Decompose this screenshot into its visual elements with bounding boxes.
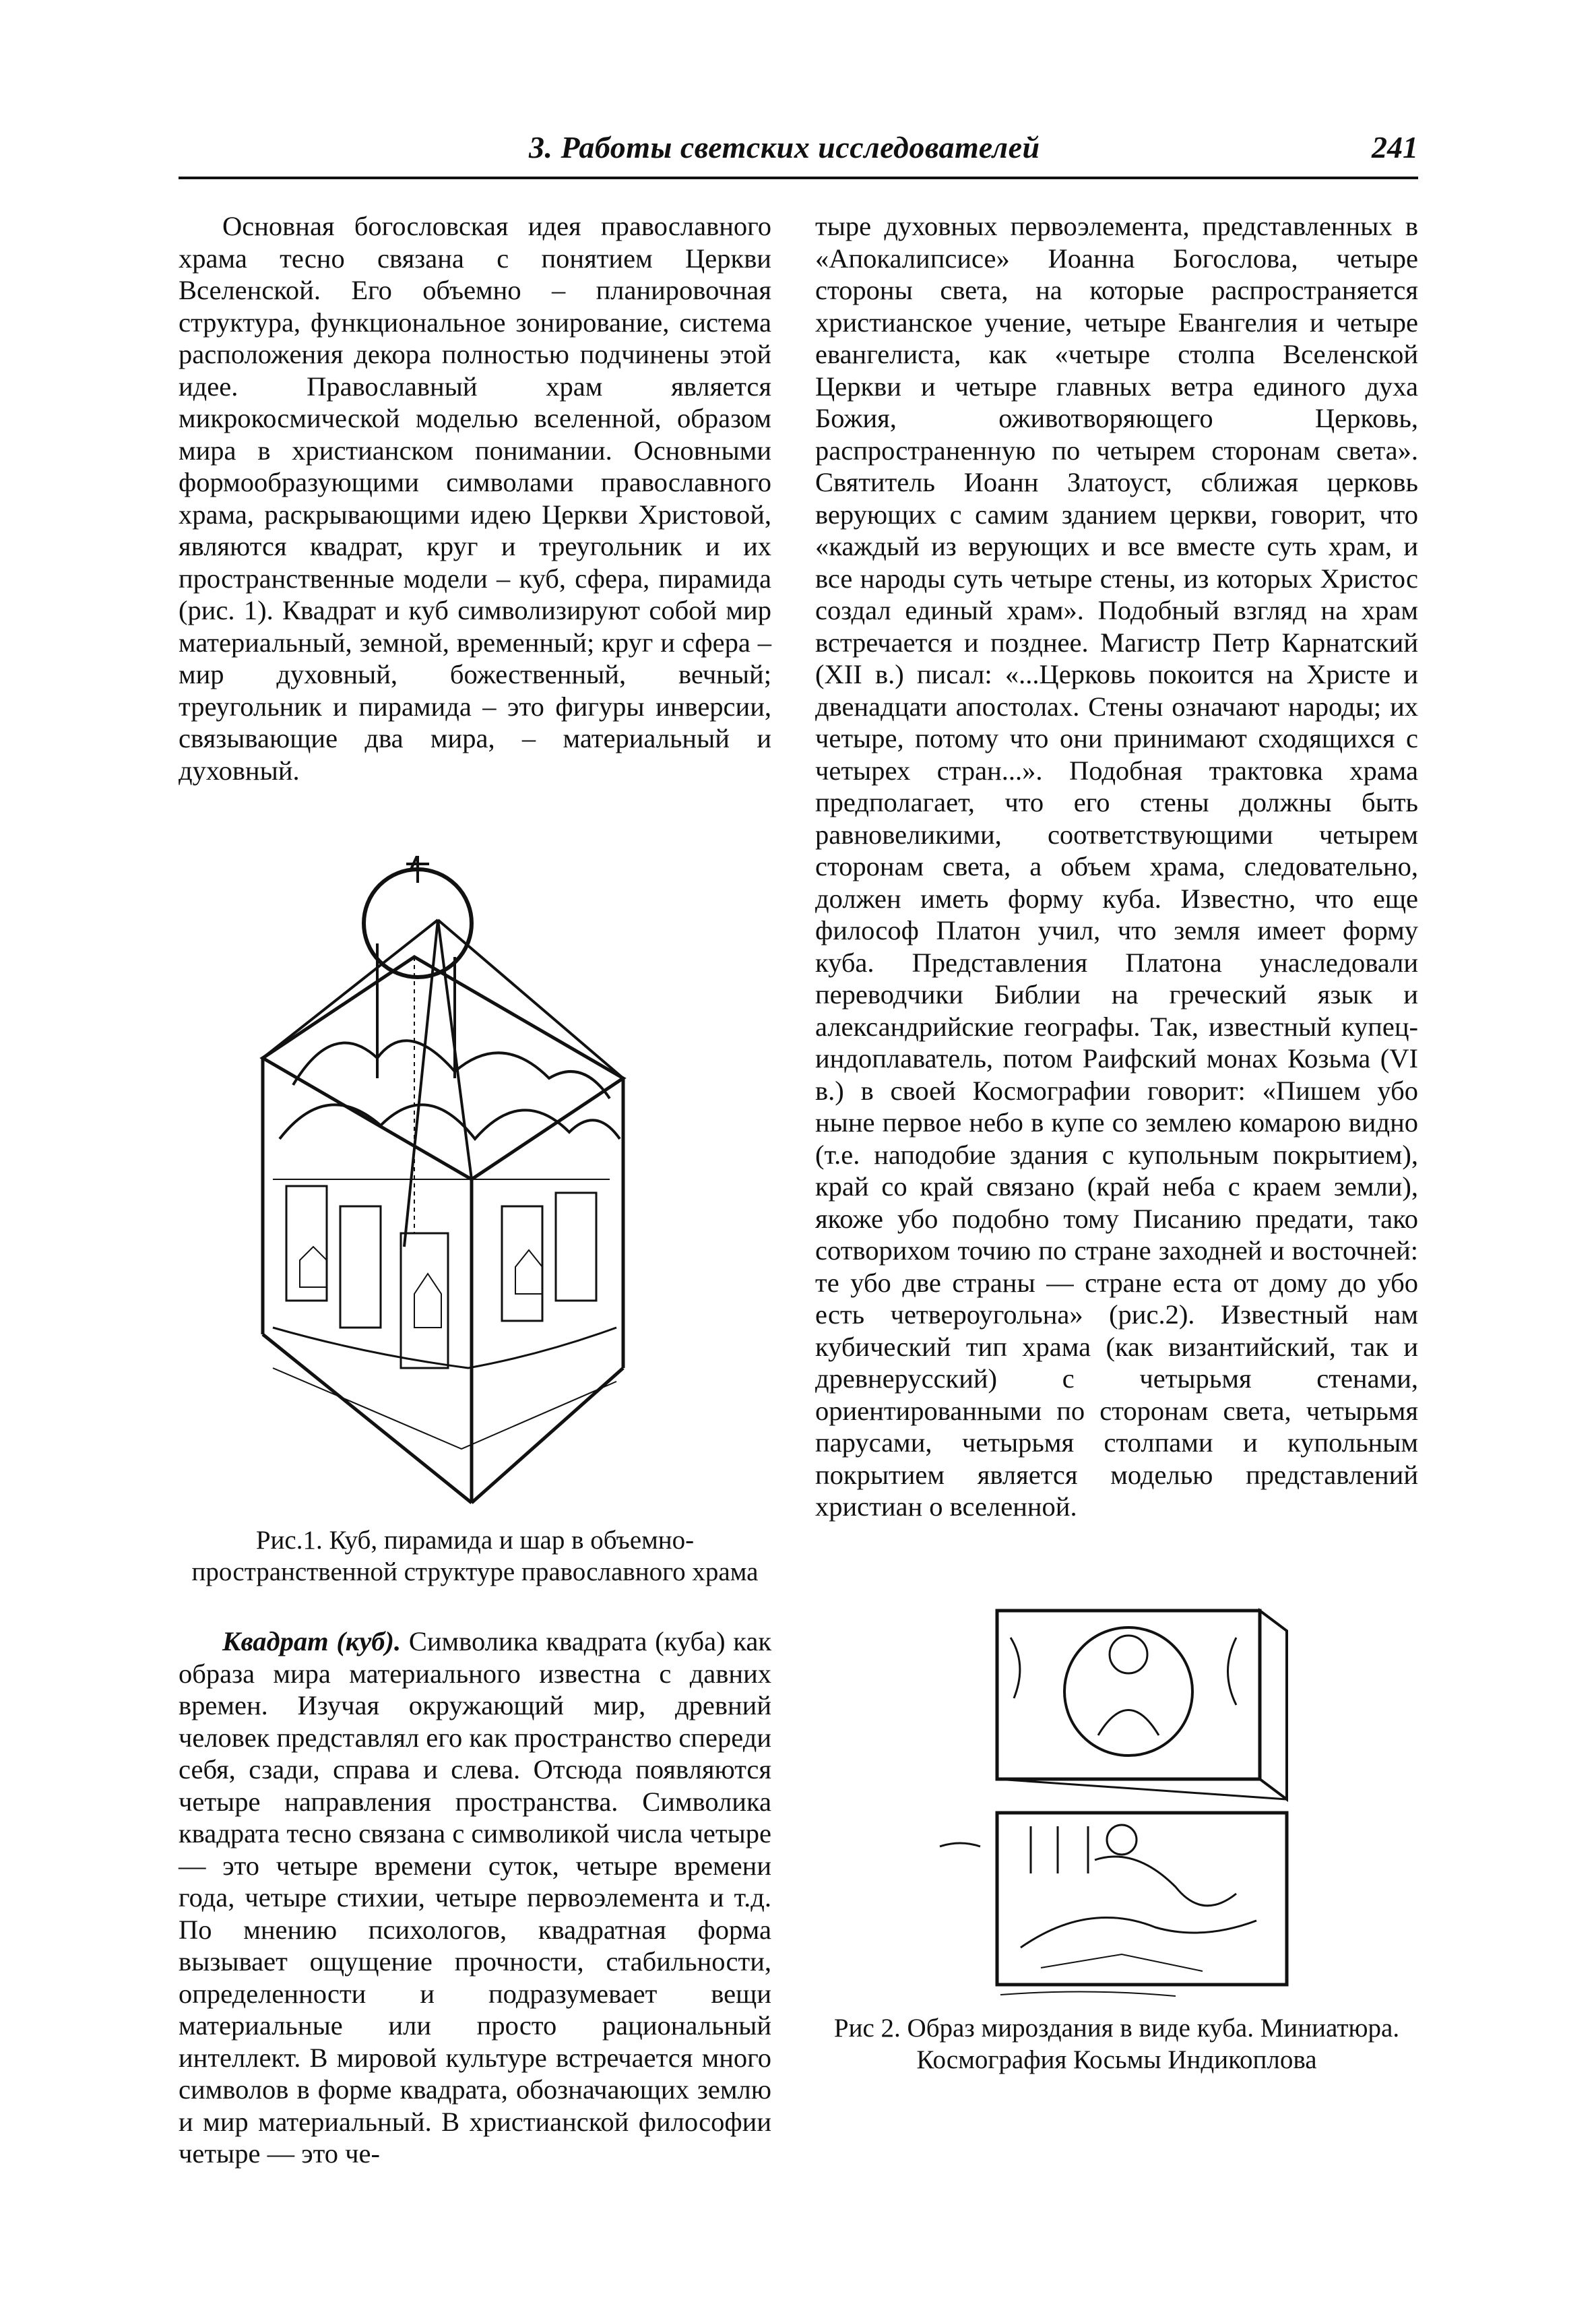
- running-header: [179, 128, 1418, 179]
- left-column-bottom: [179, 1625, 771, 2170]
- figure-1-caption: Рис.1. Куб, пирамида и шар в объемно-пространственной структуре православного храма: [191, 1526, 759, 1586]
- page-number: 241: [1372, 130, 1418, 164]
- figure-2-miniature-icon: [920, 1604, 1310, 2001]
- left-column-top: [179, 210, 771, 786]
- running-title: 3. Работы светских исследователей: [529, 130, 1040, 164]
- right-paragraph: тыре духовных первоэлемента, представленных в «Апокалипсисе» Иоанна Богослова, четыре стороны света, на которые распространяется христианское учение, четыре Евангелия и четыре евангелиста, как «четыре столпа Вселенской Церкви и четыре главных ветра единого духа Божия, оживотворяющего Церковь, распространенную по четырем сторонам света». Святитель Иоанн Златоуст, сближая церковь верующих с самим зданием церкви, говорит, что «каждый из верующих и все вместе суть храм, и все народы суть четыре стены, из которых Христос создал единый храм». Подобный взгляд на храм встречается и позднее. Магистр Петр Карнатский (XII в.) писал: «...Церковь покоится на Христе и двенадцати апостолах. Стены означают народы; их четыре, потому что они принимают сходящихся с четырех стран...». Подобная трактовка храма предполагает, что его стены должны быть равновеликими, соответствующими четырем сторонам света, а объем храма, следовательно, должен иметь форму куба. Известно, что еще философ Платон учил, что земля имеет форму куба. Представления Платона унаследовали переводчики Библии на греческий язык и александрийские географы. Так, известный купец-индоплаватель, потом Раифский монах Козьма (VI в.) в своей Космографии говорит: «Пишем убо ныне первое небо в купе со землею комарою видно (т.е. наподобие здания с купольным покрытием), край со край связано (край неба с краем земли), якоже убо подобно тому Писанию предати, тако сотворихом точию по стране заходней и восточней: те убо две страны — стране еста от дому до убо есть четвероугольна» (рис.2). Известный нам кубический тип храма (как византийский, так и древнерусский) с четырьмя стенами, ориентированными по сторонам света, четырьмя парусами, четырьмя столпами и купольным покрытием является моделью представлений христиан о вселенной.: [815, 211, 1418, 1522]
- right-column: [815, 210, 1418, 1523]
- figure-2-caption: Рис 2. Образ мироздания в виде куба. Миниатюра. Космография Косьмы Индикоплова: [833, 2014, 1400, 2074]
- cube-paragraph: [179, 1625, 771, 2170]
- figure-1-church-icon: [232, 856, 724, 1516]
- section-term: Квадрат (куб).: [222, 1626, 402, 1656]
- intro-paragraph: Основная богословская идея православного храма тесно связана с понятием Церкви Вселенской. Его объемно – планировочная структура, функциональное зонирование, система расположения декора полностью подчинены этой идее. Православный храм является микрокосмической моделью вселенной, образом мира в христианском понимании. Основными формообразующими символами православного храма, раскрывающими идею Церкви Христовой, являются квадрат, круг и треугольник и их пространственные модели – куб, сфера, пирамида (рис. 1). Квадрат и куб символизируют собой мир материальный, земной, временный; круг и сфера – мир духовный, божественный, вечный; треугольник и пирамида – это фигуры инверсии, связывающие два мира, – материальный и духовный.: [179, 211, 771, 786]
- cube-paragraph-text: Символика квадрата (куба) как образа мира материального известна с давних времен. Изучая окружающий мир, древний человек представлял его как пространство спереди себя, сзади, справа и слева. Отсюда появляются четыре направления пространства. Символика квадрата тесно связана с символикой числа четыре — это четыре времени суток, четыре времени года, четыре стихии, четыре первоэлемента и т.д. По мнению психологов, квадратная форма вызывает ощущение прочности, стабильности, определенности и подразумевает вещи материальные или просто рациональный интеллект. В мировой культуре встречается много символов в форме квадрата, обозначающих землю и мир материальный. В христианской философии четыре — это че-: [179, 1626, 771, 2169]
